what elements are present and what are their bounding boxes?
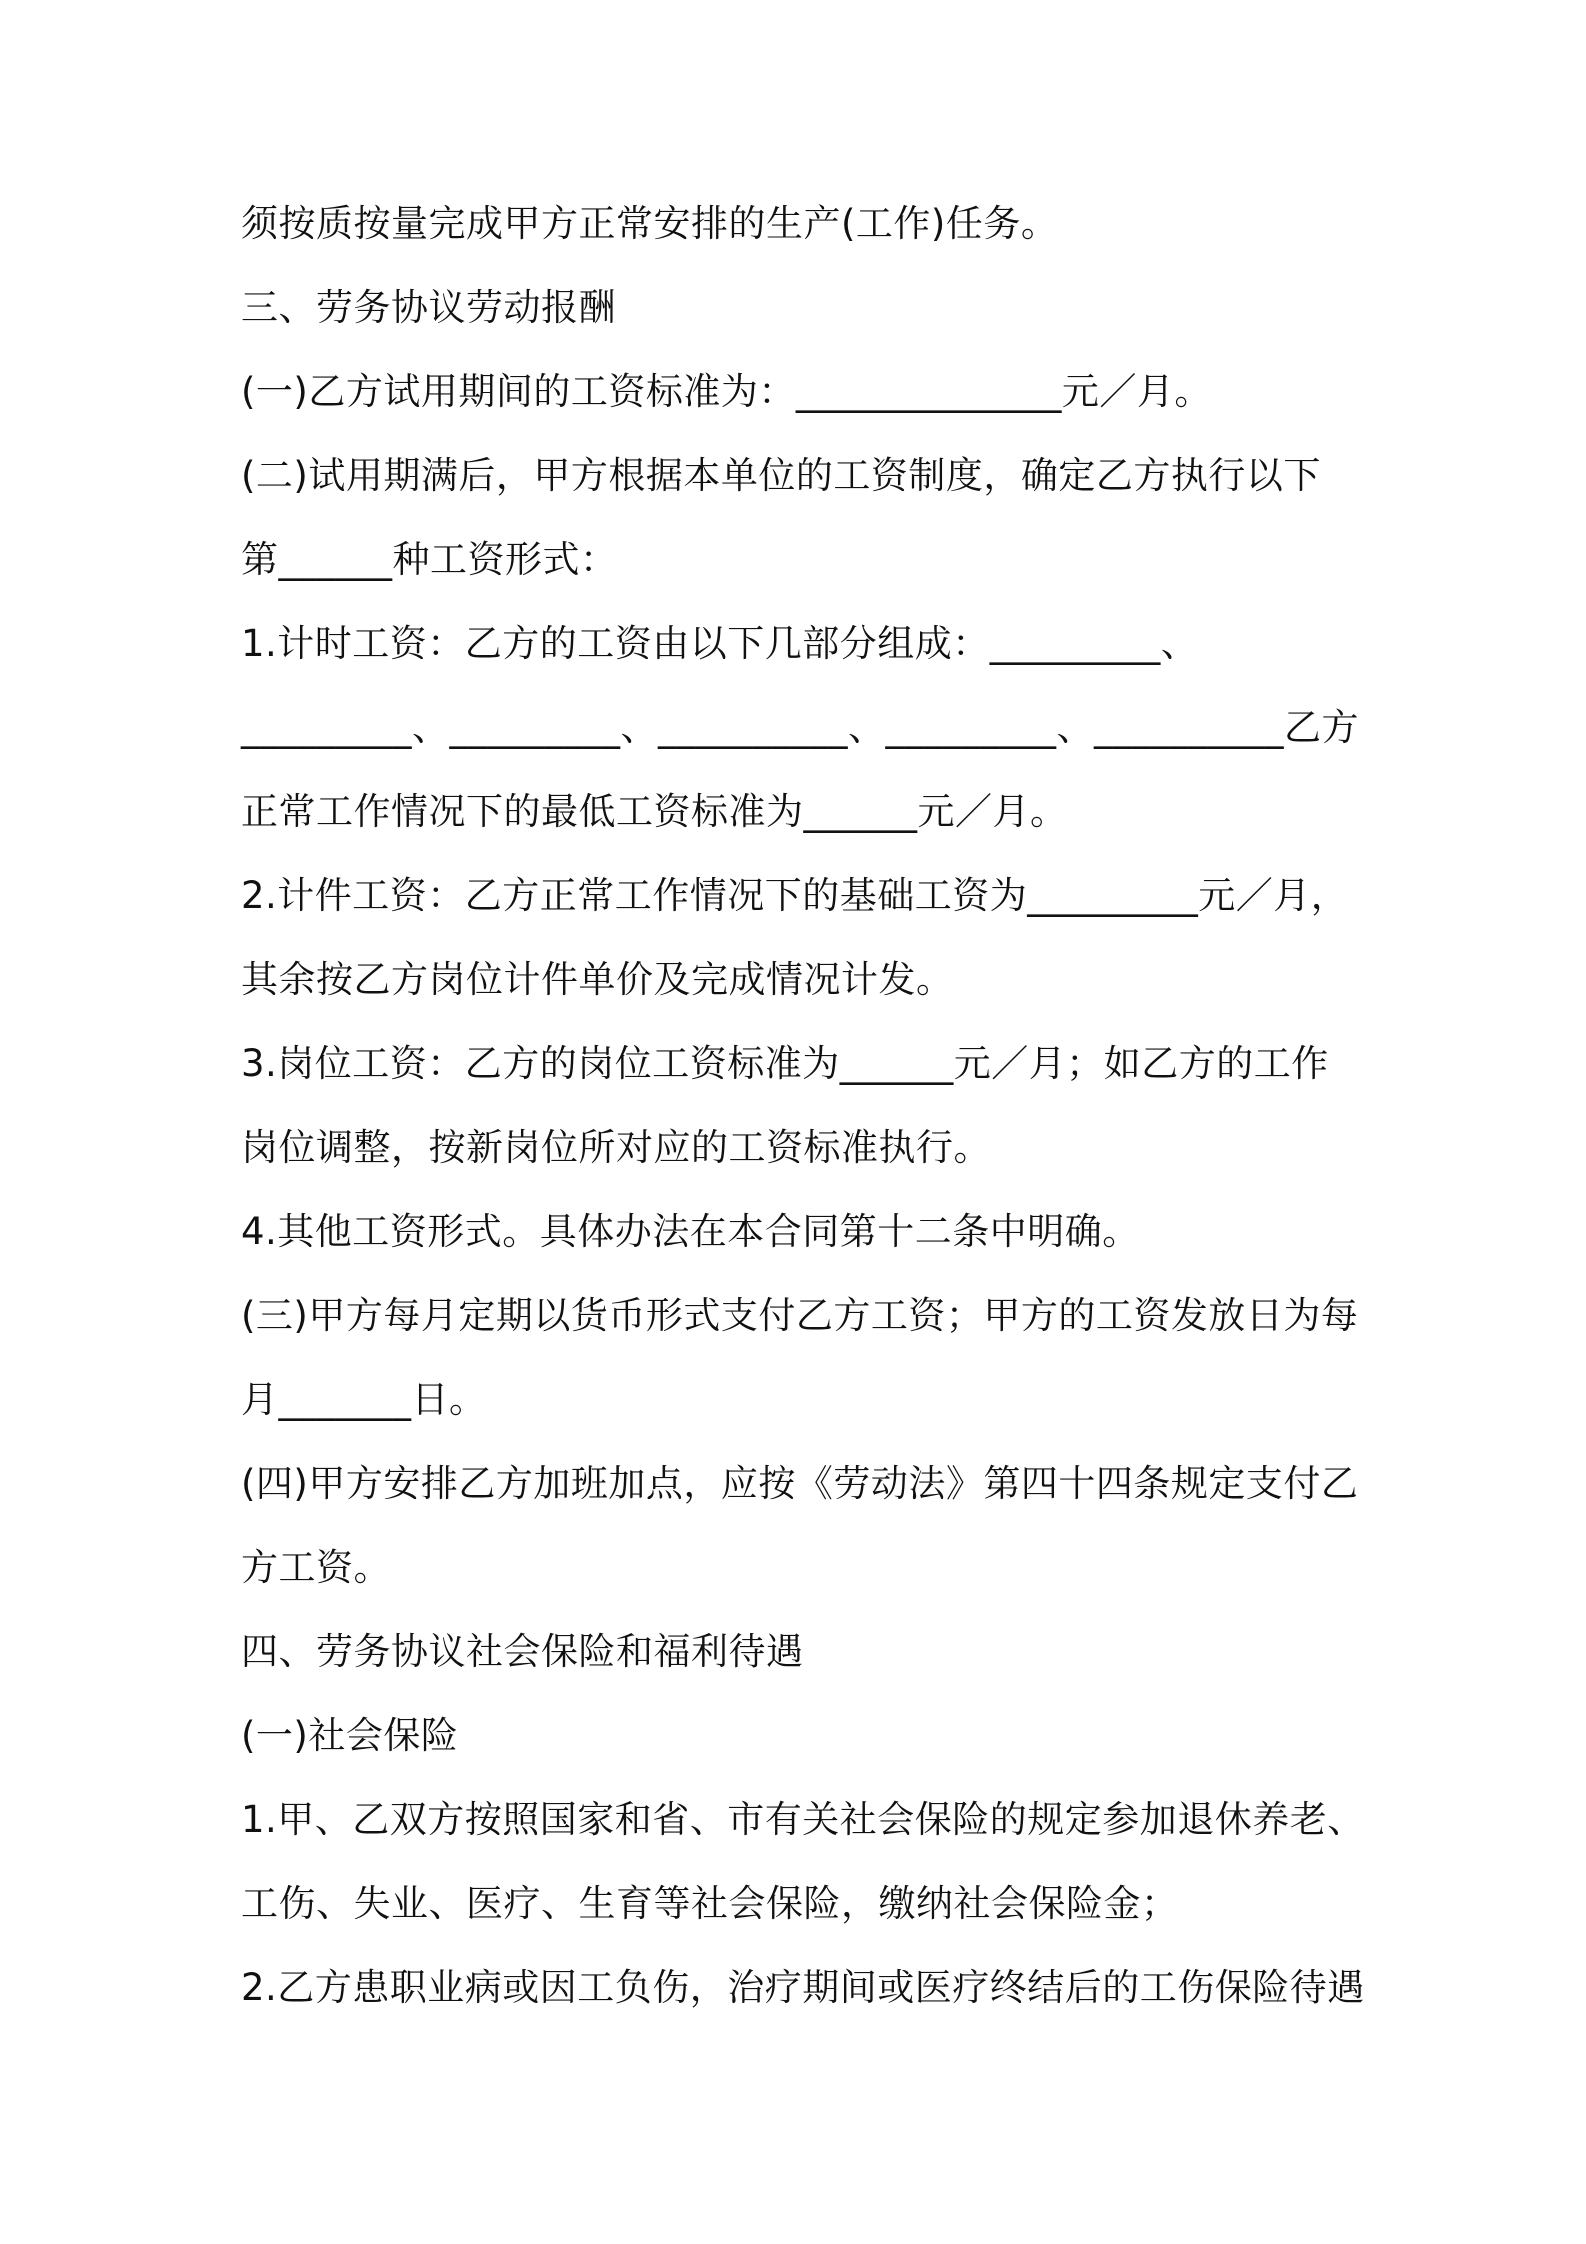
paragraph-line: 第______种工资形式： bbox=[241, 538, 618, 581]
section-heading: 三、劳务协议劳动报酬 bbox=[241, 286, 616, 329]
paragraph-line: 方工资。 bbox=[241, 1546, 391, 1589]
paragraph-line: 工伤、失业、医疗、生育等社会保险，缴纳社会保险金； bbox=[241, 1882, 1179, 1925]
section-heading: 四、劳务协议社会保险和福利待遇 bbox=[241, 1630, 804, 1673]
paragraph-line: 3.岗位工资：乙方的岗位工资标准为______元／月；如乙方的工作 bbox=[241, 1042, 1329, 1085]
paragraph-line: (一)乙方试用期间的工资标准为：______________元／月。 bbox=[241, 370, 1212, 413]
paragraph-line: (三)甲方每月定期以货币形式支付乙方工资；甲方的工资发放日为每 bbox=[241, 1294, 1359, 1337]
paragraph-line: (四)甲方安排乙方加班加点，应按《劳动法》第四十四条规定支付乙 bbox=[241, 1462, 1359, 1505]
paragraph-line: 4.其他工资形式。具体办法在本合同第十二条中明确。 bbox=[241, 1210, 1140, 1253]
paragraph-line: 岗位调整，按新岗位所对应的工资标准执行。 bbox=[241, 1126, 991, 1169]
paragraph-line: 1.甲、乙双方按照国家和省、市有关社会保险的规定参加退休养老、 bbox=[241, 1798, 1365, 1841]
paragraph-line: 其余按乙方岗位计件单价及完成情况计发。 bbox=[241, 958, 954, 1001]
paragraph-line: 1.计时工资：乙方的工资由以下几部分组成：_________、 bbox=[241, 622, 1199, 665]
subsection-heading: (一)社会保险 bbox=[241, 1714, 459, 1757]
paragraph-line: (二)试用期满后，甲方根据本单位的工资制度，确定乙方执行以下 bbox=[241, 454, 1321, 497]
paragraph-line: 2.计件工资：乙方正常工作情况下的基础工资为_________元／月， bbox=[241, 874, 1349, 917]
paragraph-line: 2.乙方患职业病或因工负伤，治疗期间或医疗终结后的工伤保险待遇 bbox=[241, 1966, 1365, 2009]
paragraph-line: 须按质按量完成甲方正常安排的生产(工作)任务。 bbox=[241, 202, 1059, 245]
paragraph-line: 正常工作情况下的最低工资标准为______元／月。 bbox=[241, 790, 1068, 833]
paragraph-line: _________、_________、__________、_________、__________乙方 bbox=[241, 706, 1359, 749]
paragraph-line: 月_______日。 bbox=[241, 1378, 487, 1421]
